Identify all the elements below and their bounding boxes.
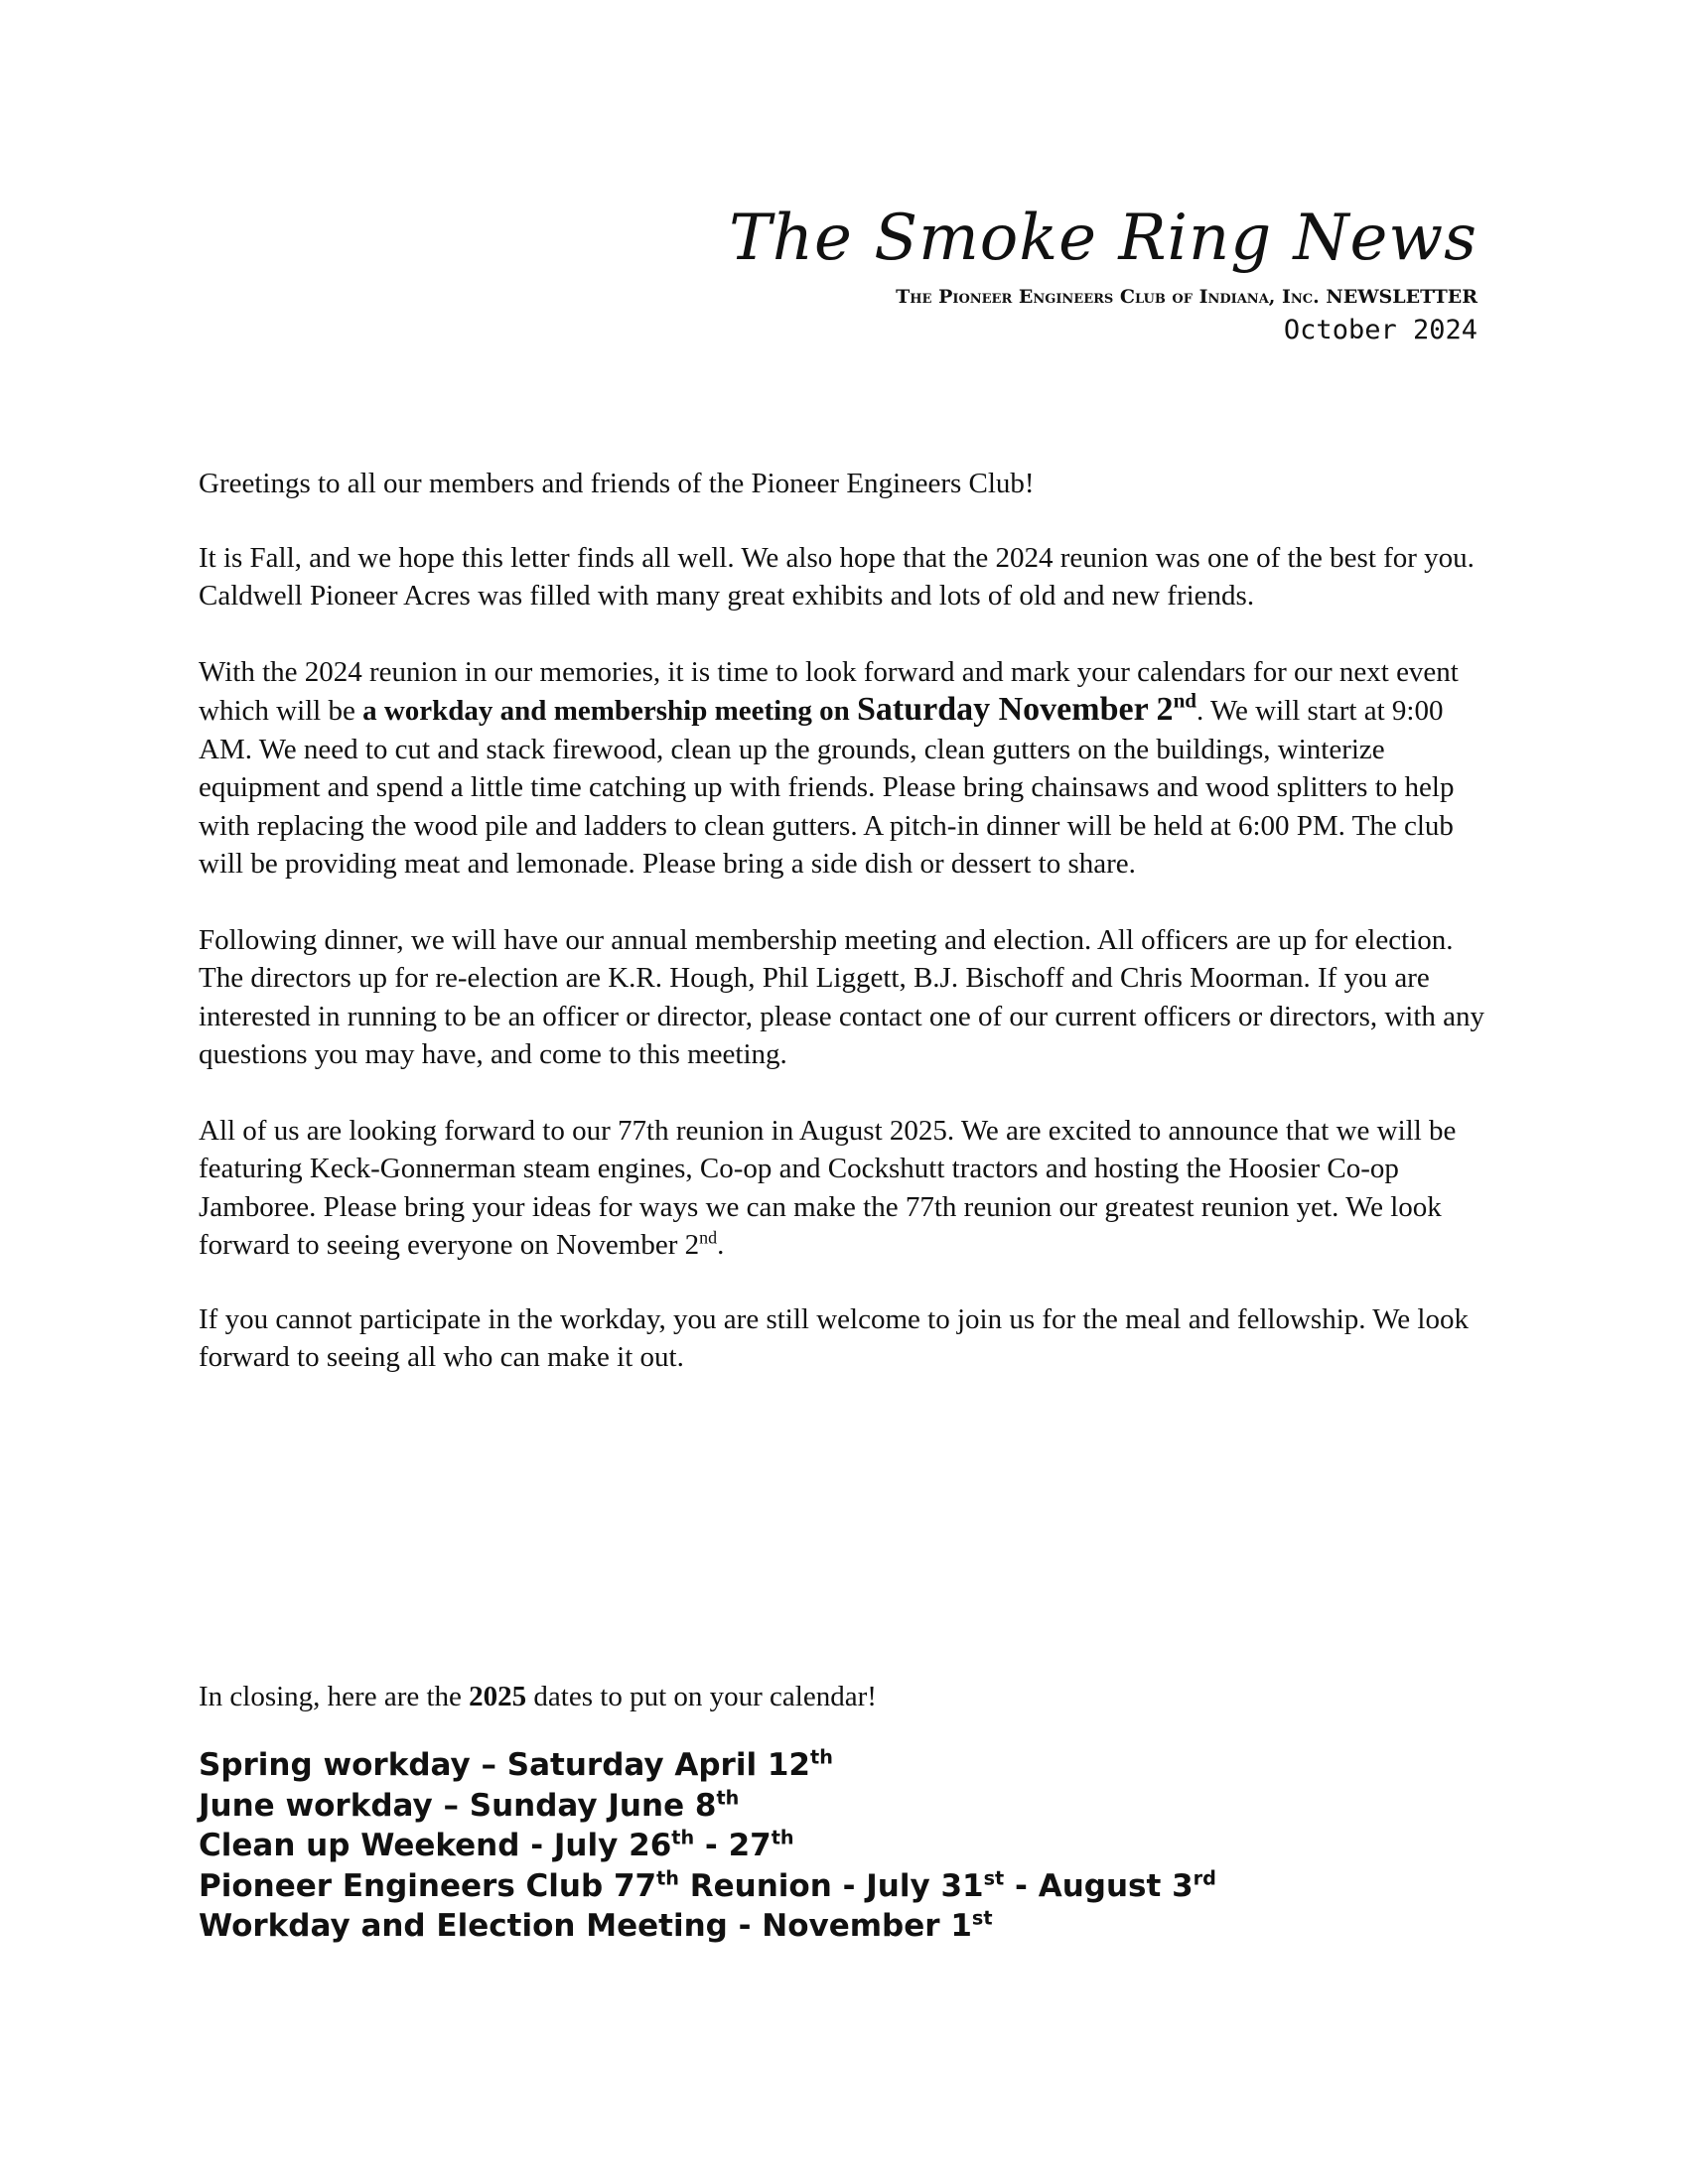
closing-line [199,1678,877,1715]
letter-body [199,465,1489,1377]
date-item-text: Clean up Weekend - July 26 [199,1828,672,1863]
date-item-text-c: - August 3 [1004,1867,1194,1904]
date-item-text: June workday – Sunday June 8 [199,1787,717,1824]
date-item-text: Spring workday – Saturday April 12 [199,1747,811,1783]
date-item-suffix: th [656,1866,679,1890]
closing-text-a: In closing, here are the [199,1681,470,1712]
newsletter-subtitle [729,284,1477,310]
paragraph-workday-details: . We will start at 9:00 AM. We need to cut and stack firewood, clean up the grounds, clean gutters on the buildings, winterize equipment and spend a little time catching up with friends. Please bring chainsaws and wood splitters to help with replacing the wood pile and ladders to clean gutters. A pitch-in dinner will be held at 6:00 PM. The club will be providing meat and lemonade. Please bring a side dish or dessert to share. [199,695,1455,880]
paragraph-reunion-end: . [717,1229,725,1261]
date-item-suffix-c: rd [1193,1866,1216,1890]
date-item-suffix: st [971,1906,993,1930]
date-item [199,1786,1216,1827]
date-item [199,1906,1216,1947]
workday-date-suffix: nd [1173,688,1197,713]
closing-year: 2025 [469,1681,527,1712]
date-item-suffix-b: st [983,1866,1005,1890]
date-item-suffix-b: th [771,1826,794,1849]
paragraph-workday-bold: a workday and membership meeting on [362,695,857,727]
closing-text-b: dates to put on your calendar! [526,1681,877,1712]
dates-list [199,1745,1216,1947]
date-item-text: Workday and Election Meeting - November 1 [199,1908,972,1944]
masthead [729,199,1477,347]
greeting-paragraph: Greetings to all our members and friends of the Pioneer Engineers Club! [199,468,1035,499]
date-item [199,1866,1216,1907]
paragraph-reunion-text: All of us are looking forward to our 77th reunion in August 2025. We are excited to announce that we will be featuring Keck-Gonnerman steam engines, Co-op and Cockshutt tractors and hosting the Hoosier Co-op Jamboree. Please bring your ideas for ways we can make the 77th reunion our greatest reunion yet. We look forward to seeing everyone on November 2 [199,1114,1457,1261]
paragraph-workday-intro: With the 2024 reunion in our memories, it is time to look forward and mark your calendars for our next event which will be [199,655,1459,727]
paragraph-reunion [199,1112,1489,1265]
date-item-text: Pioneer Engineers Club 77 [199,1867,657,1904]
paragraph-meal: If you cannot participate in the workday, you are still welcome to join us for the meal and fellowship. We look forward to seeing all who can make it out. [199,1302,1469,1373]
issue-date: October 2024 [1283,315,1477,345]
workday-date [856,688,1197,728]
paragraph-workday [199,653,1489,884]
newsletter-title: The Smoke Ring News [729,202,1477,275]
newsletter-label: NEWSLETTER [1326,286,1477,308]
date-item-text-b: Reunion - July 31 [678,1867,984,1904]
date-item-suffix: th [810,1745,833,1769]
date-item [199,1826,1216,1866]
date-item-suffix: th [671,1826,695,1849]
club-name: The Pioneer Engineers Club of Indiana, Inc. [896,286,1320,308]
paragraph-election: Following dinner, we will have our annual membership meeting and election. All officers are up for election. The directors up for re-election are K.R. Hough, Phil Liggett, B.J. Bischoff and Chris Moorman. If you are interested in running to be an officer or director, please contact one of our current officers or directors, with any questions you may have, and come to this meeting. [199,923,1485,1070]
workday-date-text: Saturday November 2 [856,691,1174,728]
paragraph-fall: It is Fall, and we hope this letter finds all well. We also hope that the 2024 reunion was one of the best for you. Caldwell Pioneer Acres was filled with many great exhibits and lots of old and new friends. [199,541,1475,612]
paragraph-reunion-suffix: nd [699,1227,718,1248]
date-item-suffix: th [716,1786,740,1810]
date-item-text-b: - 27 [694,1828,772,1863]
date-item [199,1745,1216,1786]
